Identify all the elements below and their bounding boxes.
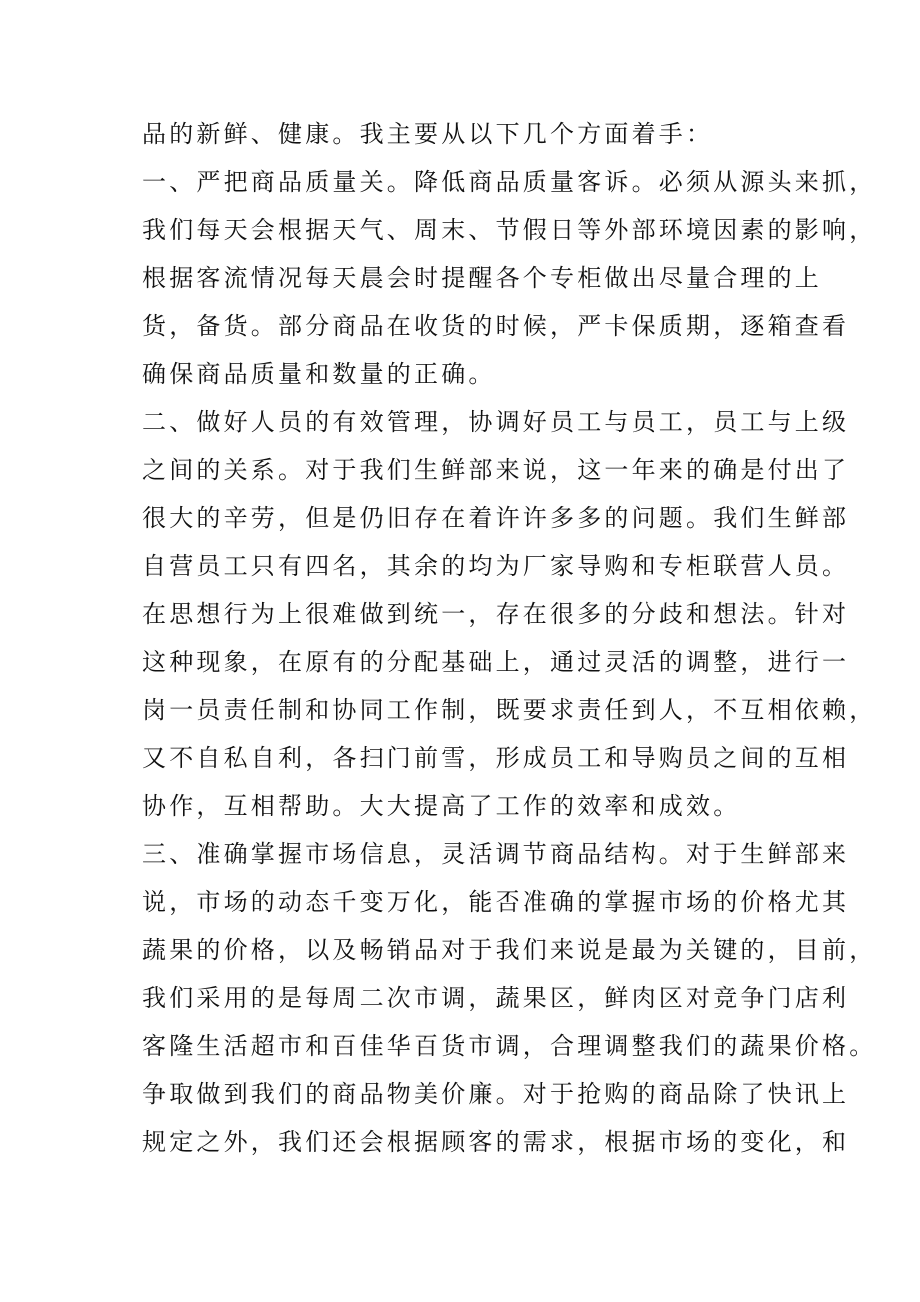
text-line: 我们每天会根据天气、周末、节假日等外部环境因素的影响， bbox=[142, 216, 877, 244]
text-line: 二、做好人员的有效管理，协调好员工与员工，员工与上级 bbox=[142, 408, 850, 436]
text-line: 协作，互相帮助。大大提高了工作的效率和成效。 bbox=[142, 792, 741, 820]
body-text bbox=[142, 110, 877, 1166]
text-line: 很大的辛劳，但是仍旧存在着许许多多的问题。我们生鲜部 bbox=[142, 504, 850, 532]
text-line: 这种现象，在原有的分配基础上，通过灵活的调整，进行一 bbox=[142, 648, 850, 676]
text-line: 争取做到我们的商品物美价廉。对于抢购的商品除了快讯上 bbox=[142, 1080, 850, 1108]
text-line: 说，市场的动态千变万化，能否准确的掌握市场的价格尤其 bbox=[142, 888, 850, 916]
text-line: 在思想行为上很难做到统一，存在很多的分歧和想法。针对 bbox=[142, 600, 850, 628]
text-line: 一、严把商品质量关。降低商品质量客诉。必须从源头来抓， bbox=[142, 168, 877, 196]
text-line: 我们采用的是每周二次市调，蔬果区，鲜肉区对竞争门店利 bbox=[142, 984, 850, 1012]
text-line: 自营员工只有四名，其余的均为厂家导购和专柜联营人员。 bbox=[142, 552, 850, 580]
text-line: 规定之外，我们还会根据顾客的需求，根据市场的变化，和 bbox=[142, 1128, 850, 1156]
text-line: 岗一员责任制和协同工作制，既要求责任到人，不互相依赖， bbox=[142, 696, 877, 724]
text-line: 根据客流情况每天晨会时提醒各个专柜做出尽量合理的上 bbox=[142, 264, 822, 292]
text-line: 客隆生活超市和百佳华百货市调，合理调整我们的蔬果价格。 bbox=[142, 1032, 877, 1060]
text-line: 品的新鲜、健康。我主要从以下几个方面着手： bbox=[142, 120, 714, 148]
text-line: 货，备货。部分商品在收货的时候，严卡保质期，逐箱查看 bbox=[142, 312, 850, 340]
text-line: 之间的关系。对于我们生鲜部来说，这一年来的确是付出了 bbox=[142, 456, 850, 484]
text-line: 蔬果的价格，以及畅销品对于我们来说是最为关键的，目前， bbox=[142, 936, 877, 964]
text-line: 三、准确掌握市场信息，灵活调节商品结构。对于生鲜部来 bbox=[142, 840, 850, 868]
text-line: 确保商品质量和数量的正确。 bbox=[142, 360, 496, 388]
text-line: 又不自私自利，各扫门前雪，形成员工和导购员之间的互相 bbox=[142, 744, 850, 772]
